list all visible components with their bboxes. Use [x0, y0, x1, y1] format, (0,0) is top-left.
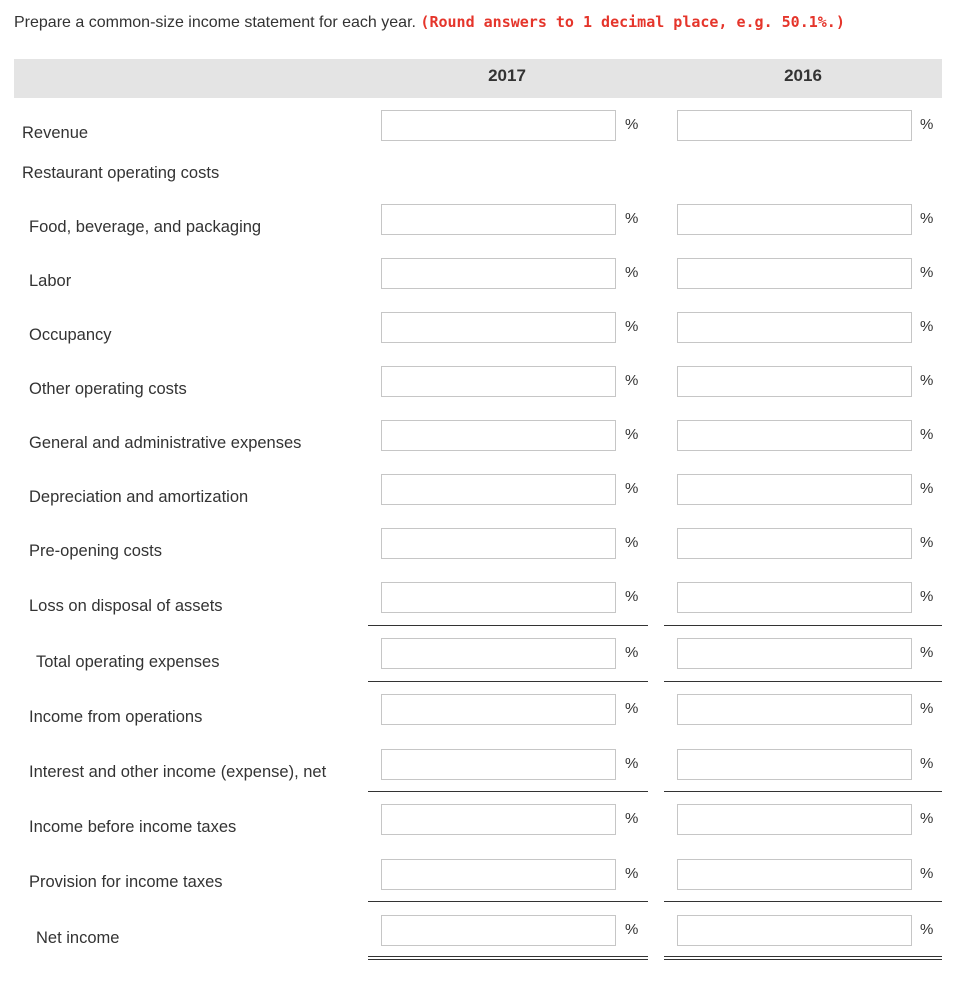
- pre-opening-costs-2016-input[interactable]: [677, 528, 912, 559]
- pre-opening-costs-2017-percent-sign: %: [625, 534, 639, 551]
- general-administrative-2017-input[interactable]: [381, 420, 616, 451]
- occupancy-2016-input[interactable]: [677, 312, 912, 343]
- instruction-text: Prepare a common-size income statement for each year.: [14, 14, 416, 31]
- loss-on-disposal-2017-percent-sign: %: [625, 588, 639, 605]
- row-label-interest-other-income: Interest and other income (expense), net: [29, 763, 327, 781]
- net-income-2017-input[interactable]: [381, 915, 616, 946]
- total-operating-expenses-2017-input[interactable]: [381, 638, 616, 669]
- row-label-pre-opening-costs: Pre-opening costs: [29, 542, 162, 560]
- column-header-2017: 2017: [488, 66, 526, 85]
- revenue-2017-input[interactable]: [381, 110, 616, 141]
- subtotal-underline-2016: [664, 791, 942, 792]
- interest-other-income-2017-input[interactable]: [381, 749, 616, 780]
- occupancy-2017-percent-sign: %: [625, 318, 639, 335]
- double-underline-2016: [664, 956, 942, 960]
- general-administrative-2016-input[interactable]: [677, 420, 912, 451]
- pre-opening-costs-2017-input[interactable]: [381, 528, 616, 559]
- revenue-2016-input[interactable]: [677, 110, 912, 141]
- column-header-2016: 2016: [784, 66, 822, 85]
- net-income-2016-input[interactable]: [677, 915, 912, 946]
- income-before-taxes-2016-percent-sign: %: [920, 810, 934, 827]
- depreciation-amortization-2017-percent-sign: %: [625, 480, 639, 497]
- subtotal-underline-2017: [368, 681, 648, 682]
- row-label-food-beverage-packaging: Food, beverage, and packaging: [29, 218, 262, 236]
- income-before-taxes-2017-input[interactable]: [381, 804, 616, 835]
- depreciation-amortization-2017-input[interactable]: [381, 474, 616, 505]
- provision-income-taxes-2017-input[interactable]: [381, 859, 616, 890]
- loss-on-disposal-2016-percent-sign: %: [920, 588, 934, 605]
- row-label-provision-income-taxes: Provision for income taxes: [29, 873, 223, 891]
- depreciation-amortization-2016-percent-sign: %: [920, 480, 934, 497]
- subtotal-underline-2016: [664, 681, 942, 682]
- interest-other-income-2016-percent-sign: %: [920, 755, 934, 772]
- provision-income-taxes-2016-percent-sign: %: [920, 865, 934, 882]
- net-income-2017-percent-sign: %: [625, 921, 639, 938]
- instruction: [14, 12, 845, 33]
- general-administrative-2017-percent-sign: %: [625, 426, 639, 443]
- food-beverage-packaging-2017-input[interactable]: [381, 204, 616, 235]
- total-operating-expenses-2016-percent-sign: %: [920, 644, 934, 661]
- pre-opening-costs-2016-percent-sign: %: [920, 534, 934, 551]
- income-from-operations-2016-percent-sign: %: [920, 700, 934, 717]
- row-label-general-administrative: General and administrative expenses: [29, 434, 302, 452]
- net-income-2016-percent-sign: %: [920, 921, 934, 938]
- row-label-depreciation-amortization: Depreciation and amortization: [29, 488, 249, 506]
- general-administrative-2016-percent-sign: %: [920, 426, 934, 443]
- interest-other-income-2016-input[interactable]: [677, 749, 912, 780]
- row-label-revenue: Revenue: [22, 124, 89, 142]
- loss-on-disposal-2017-input[interactable]: [381, 582, 616, 613]
- occupancy-2017-input[interactable]: [381, 312, 616, 343]
- subtotal-underline-2017: [368, 625, 648, 626]
- row-label-labor: Labor: [29, 272, 72, 290]
- other-operating-costs-2017-percent-sign: %: [625, 372, 639, 389]
- revenue-2016-percent-sign: %: [920, 116, 934, 133]
- other-operating-costs-2016-input[interactable]: [677, 366, 912, 397]
- labor-2017-input[interactable]: [381, 258, 616, 289]
- income-before-taxes-2017-percent-sign: %: [625, 810, 639, 827]
- labor-2016-percent-sign: %: [920, 264, 934, 281]
- row-label-other-operating-costs: Other operating costs: [29, 380, 187, 398]
- row-label-net-income: Net income: [36, 929, 120, 947]
- occupancy-2016-percent-sign: %: [920, 318, 934, 335]
- income-from-operations-2017-input[interactable]: [381, 694, 616, 725]
- loss-on-disposal-2016-input[interactable]: [677, 582, 912, 613]
- row-label-restaurant-operating-costs: Restaurant operating costs: [22, 164, 220, 182]
- labor-2016-input[interactable]: [677, 258, 912, 289]
- food-beverage-packaging-2017-percent-sign: %: [625, 210, 639, 227]
- labor-2017-percent-sign: %: [625, 264, 639, 281]
- double-underline-2017: [368, 956, 648, 960]
- subtotal-underline-2017: [368, 901, 648, 902]
- provision-income-taxes-2017-percent-sign: %: [625, 865, 639, 882]
- total-operating-expenses-2016-input[interactable]: [677, 638, 912, 669]
- interest-other-income-2017-percent-sign: %: [625, 755, 639, 772]
- row-label-total-operating-expenses: Total operating expenses: [36, 653, 220, 671]
- subtotal-underline-2016: [664, 625, 942, 626]
- income-from-operations-2017-percent-sign: %: [625, 700, 639, 717]
- row-label-loss-on-disposal: Loss on disposal of assets: [29, 597, 223, 615]
- food-beverage-packaging-2016-percent-sign: %: [920, 210, 934, 227]
- food-beverage-packaging-2016-input[interactable]: [677, 204, 912, 235]
- revenue-2017-percent-sign: %: [625, 116, 639, 133]
- rounding-note: (Round answers to 1 decimal place, e.g. 50.1%.): [420, 13, 845, 31]
- income-before-taxes-2016-input[interactable]: [677, 804, 912, 835]
- subtotal-underline-2017: [368, 791, 648, 792]
- income-from-operations-2016-input[interactable]: [677, 694, 912, 725]
- total-operating-expenses-2017-percent-sign: %: [625, 644, 639, 661]
- subtotal-underline-2016: [664, 901, 942, 902]
- row-label-income-from-operations: Income from operations: [29, 708, 203, 726]
- other-operating-costs-2016-percent-sign: %: [920, 372, 934, 389]
- row-label-occupancy: Occupancy: [29, 326, 112, 344]
- row-label-income-before-taxes: Income before income taxes: [29, 818, 237, 836]
- other-operating-costs-2017-input[interactable]: [381, 366, 616, 397]
- depreciation-amortization-2016-input[interactable]: [677, 474, 912, 505]
- provision-income-taxes-2016-input[interactable]: [677, 859, 912, 890]
